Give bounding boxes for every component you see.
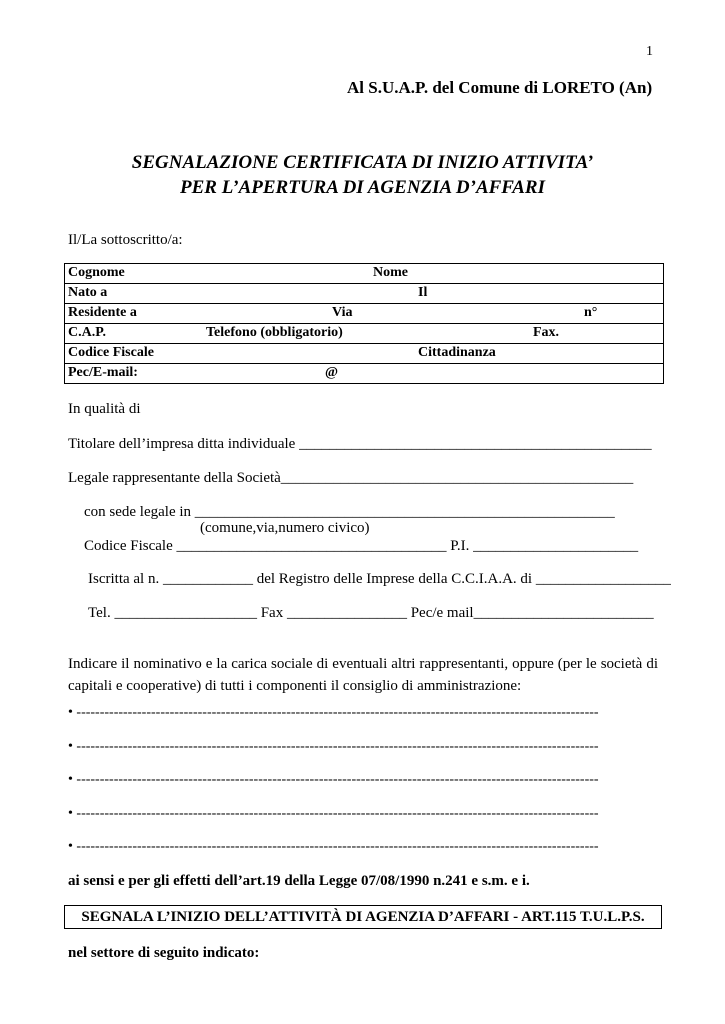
legal-seat-line[interactable]: con sede legale in ________________________________________________________ [84, 504, 615, 520]
table-row [65, 284, 664, 304]
name-label: Nome [373, 265, 408, 280]
table-row [65, 344, 664, 364]
tax-code-line[interactable]: Codice Fiscale ____________________________________ P.I. ______________________ [84, 538, 639, 554]
table-row [65, 264, 664, 284]
at-sign: @ [325, 365, 339, 380]
representative-line[interactable]: • ---------------------------------------------------------------------------------------------------------------- [68, 739, 599, 754]
sector-label: nel settore di seguito indicato: [68, 945, 260, 961]
phone-label: Telefono (obbligatorio) [206, 325, 343, 340]
birthplace-label: Nato a [68, 285, 108, 300]
tax-citizenship-field[interactable] [65, 344, 664, 364]
table-row [65, 324, 664, 344]
signer-label: Il/La sottoscritto/a: [68, 232, 183, 248]
zip-label: C.A.P. [68, 325, 106, 340]
fax-label: Fax. [533, 325, 560, 340]
declaration-box: SEGNALA L’INIZIO DELL’ATTIVITÀ DI AGENZIA D’AFFARI - ART.115 T.U.L.P.S. [64, 905, 662, 929]
page-number: 1 [646, 44, 653, 59]
legal-basis: ai sensi e per gli effetti dell’art.19 della Legge 07/08/1990 n.241 e s.m. e i. [68, 873, 530, 889]
representatives-instruction: Indicare il nominativo e la carica sociale di eventuali altri rappresentanti, oppure (per le società di capitali e cooperative) di tutti i componenti il consiglio di amministrazione: [68, 656, 658, 694]
option-sole-proprietor[interactable]: Titolare dell’impresa ditta individuale _______________________________________________ [68, 436, 652, 452]
street-number-label: n° [584, 305, 598, 320]
contacts-line[interactable]: Tel. ___________________ Fax ________________ Pec/e mail________________________ [88, 605, 654, 621]
representative-line[interactable]: • ---------------------------------------------------------------------------------------------------------------- [68, 839, 599, 854]
legal-seat-hint: (comune,via,numero civico) [200, 520, 370, 536]
street-label: Via [332, 305, 353, 320]
capacity-label: In qualità di [68, 401, 141, 417]
email-field[interactable] [65, 364, 664, 384]
representative-line[interactable]: • ---------------------------------------------------------------------------------------------------------------- [68, 705, 599, 720]
option-legal-representative[interactable]: Legale rappresentante della Società_______________________________________________ [68, 470, 634, 486]
tax-code-label: Codice Fiscale [68, 345, 154, 360]
birth-field[interactable] [65, 284, 664, 304]
residence-label: Residente a [68, 305, 137, 320]
personal-data-table [64, 263, 664, 384]
surname-label: Cognome [68, 265, 125, 280]
contact-field[interactable] [65, 324, 664, 344]
document-title-line-1: SEGNALAZIONE CERTIFICATA DI INIZIO ATTIVITA’ [131, 152, 594, 173]
surname-name-field[interactable] [65, 264, 664, 284]
residence-field[interactable] [65, 304, 664, 324]
recipient: Al S.U.A.P. del Comune di LORETO (An) [347, 78, 653, 97]
birthdate-label: Il [418, 285, 428, 300]
pec-email-label: Pec/E-mail: [68, 365, 138, 380]
representative-line[interactable]: • ---------------------------------------------------------------------------------------------------------------- [68, 772, 599, 787]
registry-line[interactable]: Iscritta al n. ____________ del Registro delle Imprese della C.C.I.A.A. di __________________ [88, 571, 671, 587]
citizenship-label: Cittadinanza [418, 345, 496, 360]
table-row [65, 304, 664, 324]
document-title-line-2: PER L’APERTURA DI AGENZIA D’AFFARI [180, 177, 545, 198]
table-row [65, 364, 664, 384]
representative-line[interactable]: • ---------------------------------------------------------------------------------------------------------------- [68, 806, 599, 821]
